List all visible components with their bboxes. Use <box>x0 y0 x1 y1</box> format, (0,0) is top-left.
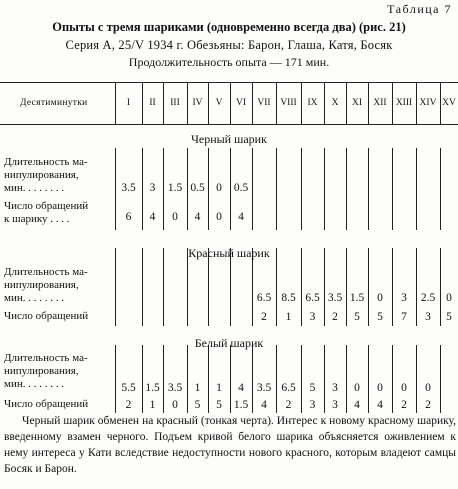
column-divider <box>252 148 253 230</box>
count-cell: 1 <box>149 399 156 411</box>
header-column-15: XV <box>442 98 456 108</box>
count-cell: 3 <box>309 311 316 323</box>
count-cell: 5 <box>446 311 452 323</box>
duration-cell: 1.5 <box>145 382 160 394</box>
duration-cell: 3 <box>401 292 407 304</box>
duration-cell: 1 <box>216 382 222 394</box>
header-column-10: X <box>331 98 339 108</box>
count-cell: 2 <box>261 311 267 323</box>
header-column-12: XII <box>373 98 387 108</box>
series-line: Серия А, 25/V 1934 г. Обезьяны: Барон, Глаша, Катя, Босяк <box>65 38 393 52</box>
count-cell: 2 <box>425 399 431 411</box>
count-cell: 4 <box>194 211 201 223</box>
row-label-duration: Длительность ма- нипулирования, мин. . . . . . . . <box>4 266 88 304</box>
header-column-11: XI <box>351 98 363 108</box>
count-cell: 3 <box>332 399 338 411</box>
count-cell: 4 <box>354 399 360 411</box>
count-cell: 3 <box>425 311 431 323</box>
header-bottom-rule <box>0 124 458 125</box>
duration-line: Продолжительность опыта — 171 мин. <box>128 55 330 69</box>
duration-cell: 3.5 <box>121 182 136 194</box>
count-cell: 6 <box>125 211 132 223</box>
header-column-5: V <box>215 98 223 108</box>
row-label-count: Число обращений <box>4 398 89 410</box>
header-column-14: XIV <box>419 98 437 108</box>
duration-cell: 6.5 <box>256 292 272 304</box>
count-cell: 2 <box>332 311 338 323</box>
row-label-duration: Длительность ма- нипулирования, мин. . . . . . . . <box>4 352 88 390</box>
header-column-3: III <box>170 98 180 108</box>
duration-cell: 3 <box>332 382 338 394</box>
count-cell: 5 <box>377 311 383 323</box>
header-top-rule <box>0 82 458 83</box>
duration-cell: 4 <box>238 382 244 394</box>
header-column-8: VIII <box>280 98 297 108</box>
duration-cell: 3.5 <box>167 382 183 394</box>
column-divider <box>392 148 393 230</box>
count-cell: 5 <box>194 399 201 411</box>
count-cell: 2 <box>401 399 407 411</box>
header-column-2: II <box>149 98 156 108</box>
section-title: Красный шарик <box>188 246 270 260</box>
count-cell: 0 <box>172 211 178 223</box>
duration-cell: 0 <box>377 382 383 394</box>
count-cell: 5 <box>354 311 360 323</box>
count-cell: 2 <box>125 399 132 411</box>
column-divider <box>324 148 325 230</box>
column-divider <box>368 148 369 230</box>
duration-cell: 0 <box>401 382 407 394</box>
count-cell: 4 <box>149 211 156 223</box>
table-note: Черный шарик обменен на красный (тонкая черта). Интерес к новому красному шарику, введенному взамен черного. Подъем кривой белого шарика объясняется оживлением к нему интереса у Кати вследствие недоступности нового красного, которым владеют самцы Босяк и Барон. <box>4 415 456 475</box>
duration-cell: 0 <box>216 182 222 194</box>
column-divider <box>416 148 417 230</box>
header-column-9: IX <box>307 98 318 108</box>
duration-cell: 0 <box>354 382 360 394</box>
duration-cell: 0.5 <box>190 182 205 194</box>
count-cell: 1 <box>285 311 292 323</box>
count-cell: 5 <box>216 399 222 411</box>
duration-cell: 0 <box>377 292 383 304</box>
count-cell: 4 <box>261 399 267 411</box>
row-label-count: Число обращений <box>4 310 89 322</box>
count-cell: 0 <box>172 399 178 411</box>
duration-cell: 3 <box>149 182 156 194</box>
column-divider <box>440 345 441 413</box>
header-label: Десятиминутки <box>20 98 88 108</box>
column-divider <box>346 148 347 230</box>
duration-cell: 2.5 <box>420 292 436 304</box>
section-title: Черный шарик <box>191 132 267 146</box>
header-column-4: IV <box>192 98 203 108</box>
table-number: Таблица 7 <box>387 2 452 16</box>
duration-cell: 1.5 <box>349 292 365 304</box>
row-label-duration: Длительность ма- нипулирования, мин. . . . . . . . <box>4 156 88 194</box>
table-title: Опыты с тремя шариками (одновременно всегда два) (рис. 21) <box>52 20 406 34</box>
count-cell: 0 <box>216 211 222 223</box>
count-cell: 4 <box>238 211 244 223</box>
column-divider <box>440 148 441 230</box>
header-column-13: XIII <box>395 98 413 108</box>
header-column-7: VII <box>257 98 271 108</box>
duration-cell: 0 <box>425 382 431 394</box>
duration-cell: 0 <box>446 292 452 304</box>
duration-cell: 6.5 <box>281 382 296 394</box>
duration-cell: 3.5 <box>327 292 343 304</box>
duration-cell: 5 <box>309 382 316 394</box>
header-column-6: VI <box>235 98 247 108</box>
duration-cell: 1 <box>194 382 201 394</box>
count-cell: 7 <box>401 311 407 323</box>
duration-cell: 3.5 <box>256 382 272 394</box>
row-label-count: Число обращений к шарику . . . . <box>4 200 89 225</box>
column-divider <box>276 148 277 230</box>
duration-cell: 0.5 <box>233 182 249 194</box>
duration-cell: 8.5 <box>281 292 296 304</box>
count-cell: 3 <box>309 399 316 411</box>
duration-cell: 6.5 <box>305 292 320 304</box>
column-divider <box>301 148 302 230</box>
count-cell: 2 <box>285 399 292 411</box>
section-title: Белый шарик <box>194 336 264 350</box>
count-cell: 4 <box>377 399 383 411</box>
duration-cell: 5.5 <box>121 382 136 394</box>
count-cell: 1.5 <box>233 399 249 411</box>
duration-cell: 1.5 <box>167 182 183 194</box>
header-column-1: I <box>126 98 131 108</box>
